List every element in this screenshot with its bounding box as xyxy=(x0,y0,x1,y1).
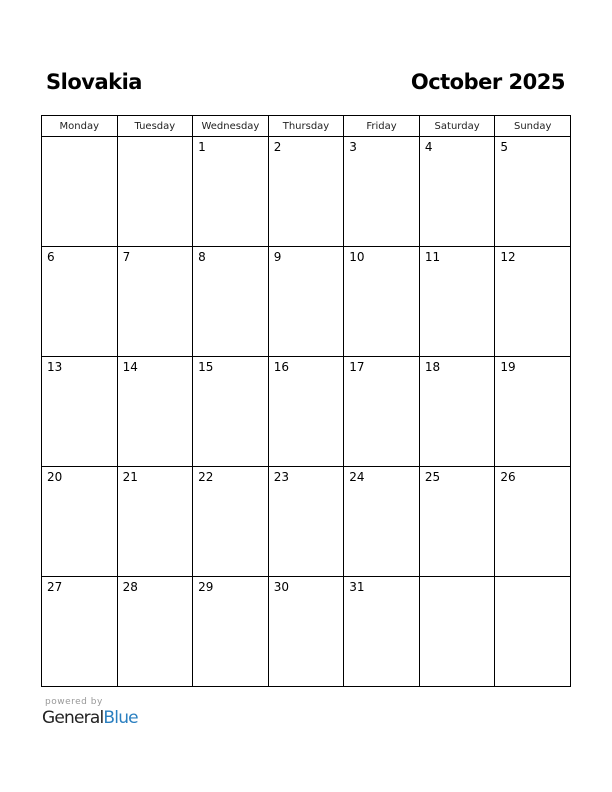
weekday-saturday: Saturday xyxy=(419,116,495,137)
day-number: 16 xyxy=(273,360,289,374)
day-number: 18 xyxy=(424,360,441,374)
day-number: 6 xyxy=(47,250,55,264)
day-cell xyxy=(495,467,571,577)
day-number: 21 xyxy=(122,470,138,484)
weekday-tuesday: Tuesday xyxy=(117,116,193,137)
day-cell xyxy=(495,137,571,247)
day-number: 12 xyxy=(500,250,516,264)
day-number: 7 xyxy=(122,250,131,264)
day-cell xyxy=(117,247,193,357)
day-number: 9 xyxy=(273,250,282,264)
day-cell xyxy=(419,467,495,577)
day-cell xyxy=(117,137,193,247)
day-cell xyxy=(344,467,420,577)
weekday-monday: Monday xyxy=(42,116,118,137)
day-number xyxy=(495,577,570,580)
weekday-header-row xyxy=(42,116,571,137)
day-number: 3 xyxy=(349,140,357,154)
day-number: 11 xyxy=(424,250,441,264)
day-cell xyxy=(42,247,118,357)
country-title: Slovakia xyxy=(46,70,142,94)
day-cell xyxy=(193,357,269,467)
day-cell xyxy=(268,247,344,357)
day-cell xyxy=(193,577,269,687)
day-cell xyxy=(344,247,420,357)
day-cell xyxy=(42,467,118,577)
day-cell xyxy=(193,137,269,247)
brand-blue: Blue xyxy=(103,708,138,728)
day-cell xyxy=(117,357,193,467)
day-number: 10 xyxy=(349,250,365,264)
week-row xyxy=(42,577,571,687)
weekday-wednesday: Wednesday xyxy=(193,116,269,137)
day-cell xyxy=(193,247,269,357)
month-year-title: October 2025 xyxy=(410,70,565,94)
week-row xyxy=(42,247,571,357)
day-number: 14 xyxy=(122,360,138,374)
week-row xyxy=(42,357,571,467)
day-number: 29 xyxy=(198,580,214,594)
weekday-friday: Friday xyxy=(344,116,420,137)
day-number: 26 xyxy=(500,470,516,484)
powered-by-label: powered by xyxy=(45,697,103,707)
day-cell xyxy=(117,467,193,577)
day-cell xyxy=(495,577,571,687)
day-number: 4 xyxy=(424,140,433,154)
day-number: 23 xyxy=(273,470,289,484)
day-cell xyxy=(344,137,420,247)
day-cell xyxy=(344,577,420,687)
day-cell xyxy=(42,577,118,687)
day-number: 27 xyxy=(47,580,63,594)
day-number: 22 xyxy=(198,470,214,484)
day-cell xyxy=(117,577,193,687)
day-number: 31 xyxy=(349,580,365,594)
day-cell xyxy=(268,467,344,577)
day-cell xyxy=(42,137,118,247)
day-number xyxy=(420,577,495,580)
week-row xyxy=(42,137,571,247)
day-cell xyxy=(42,357,118,467)
day-number: 1 xyxy=(198,140,206,154)
day-number: 5 xyxy=(500,140,509,154)
day-number: 24 xyxy=(349,470,365,484)
day-cell xyxy=(193,467,269,577)
day-cell xyxy=(268,577,344,687)
day-number: 20 xyxy=(47,470,63,484)
day-cell xyxy=(419,357,495,467)
day-number: 8 xyxy=(198,250,206,264)
day-cell xyxy=(344,357,420,467)
day-number: 17 xyxy=(349,360,365,374)
day-number: 25 xyxy=(424,470,441,484)
weekday-thursday: Thursday xyxy=(268,116,344,137)
day-number: 13 xyxy=(47,360,63,374)
day-number xyxy=(42,137,117,140)
day-cell xyxy=(419,137,495,247)
brand-general: General xyxy=(42,708,104,728)
week-row xyxy=(42,467,571,577)
day-cell xyxy=(419,577,495,687)
day-number: 2 xyxy=(273,140,282,154)
day-number: 15 xyxy=(198,360,214,374)
day-number xyxy=(118,137,193,140)
generalblue-logo xyxy=(42,708,138,728)
day-cell xyxy=(419,247,495,357)
weekday-sunday: Sunday xyxy=(495,116,571,137)
day-cell xyxy=(495,357,571,467)
day-number: 28 xyxy=(122,580,138,594)
day-cell xyxy=(268,357,344,467)
day-number: 30 xyxy=(273,580,289,594)
day-cell xyxy=(268,137,344,247)
calendar-grid xyxy=(41,115,571,687)
day-number: 19 xyxy=(500,360,516,374)
day-cell xyxy=(495,247,571,357)
